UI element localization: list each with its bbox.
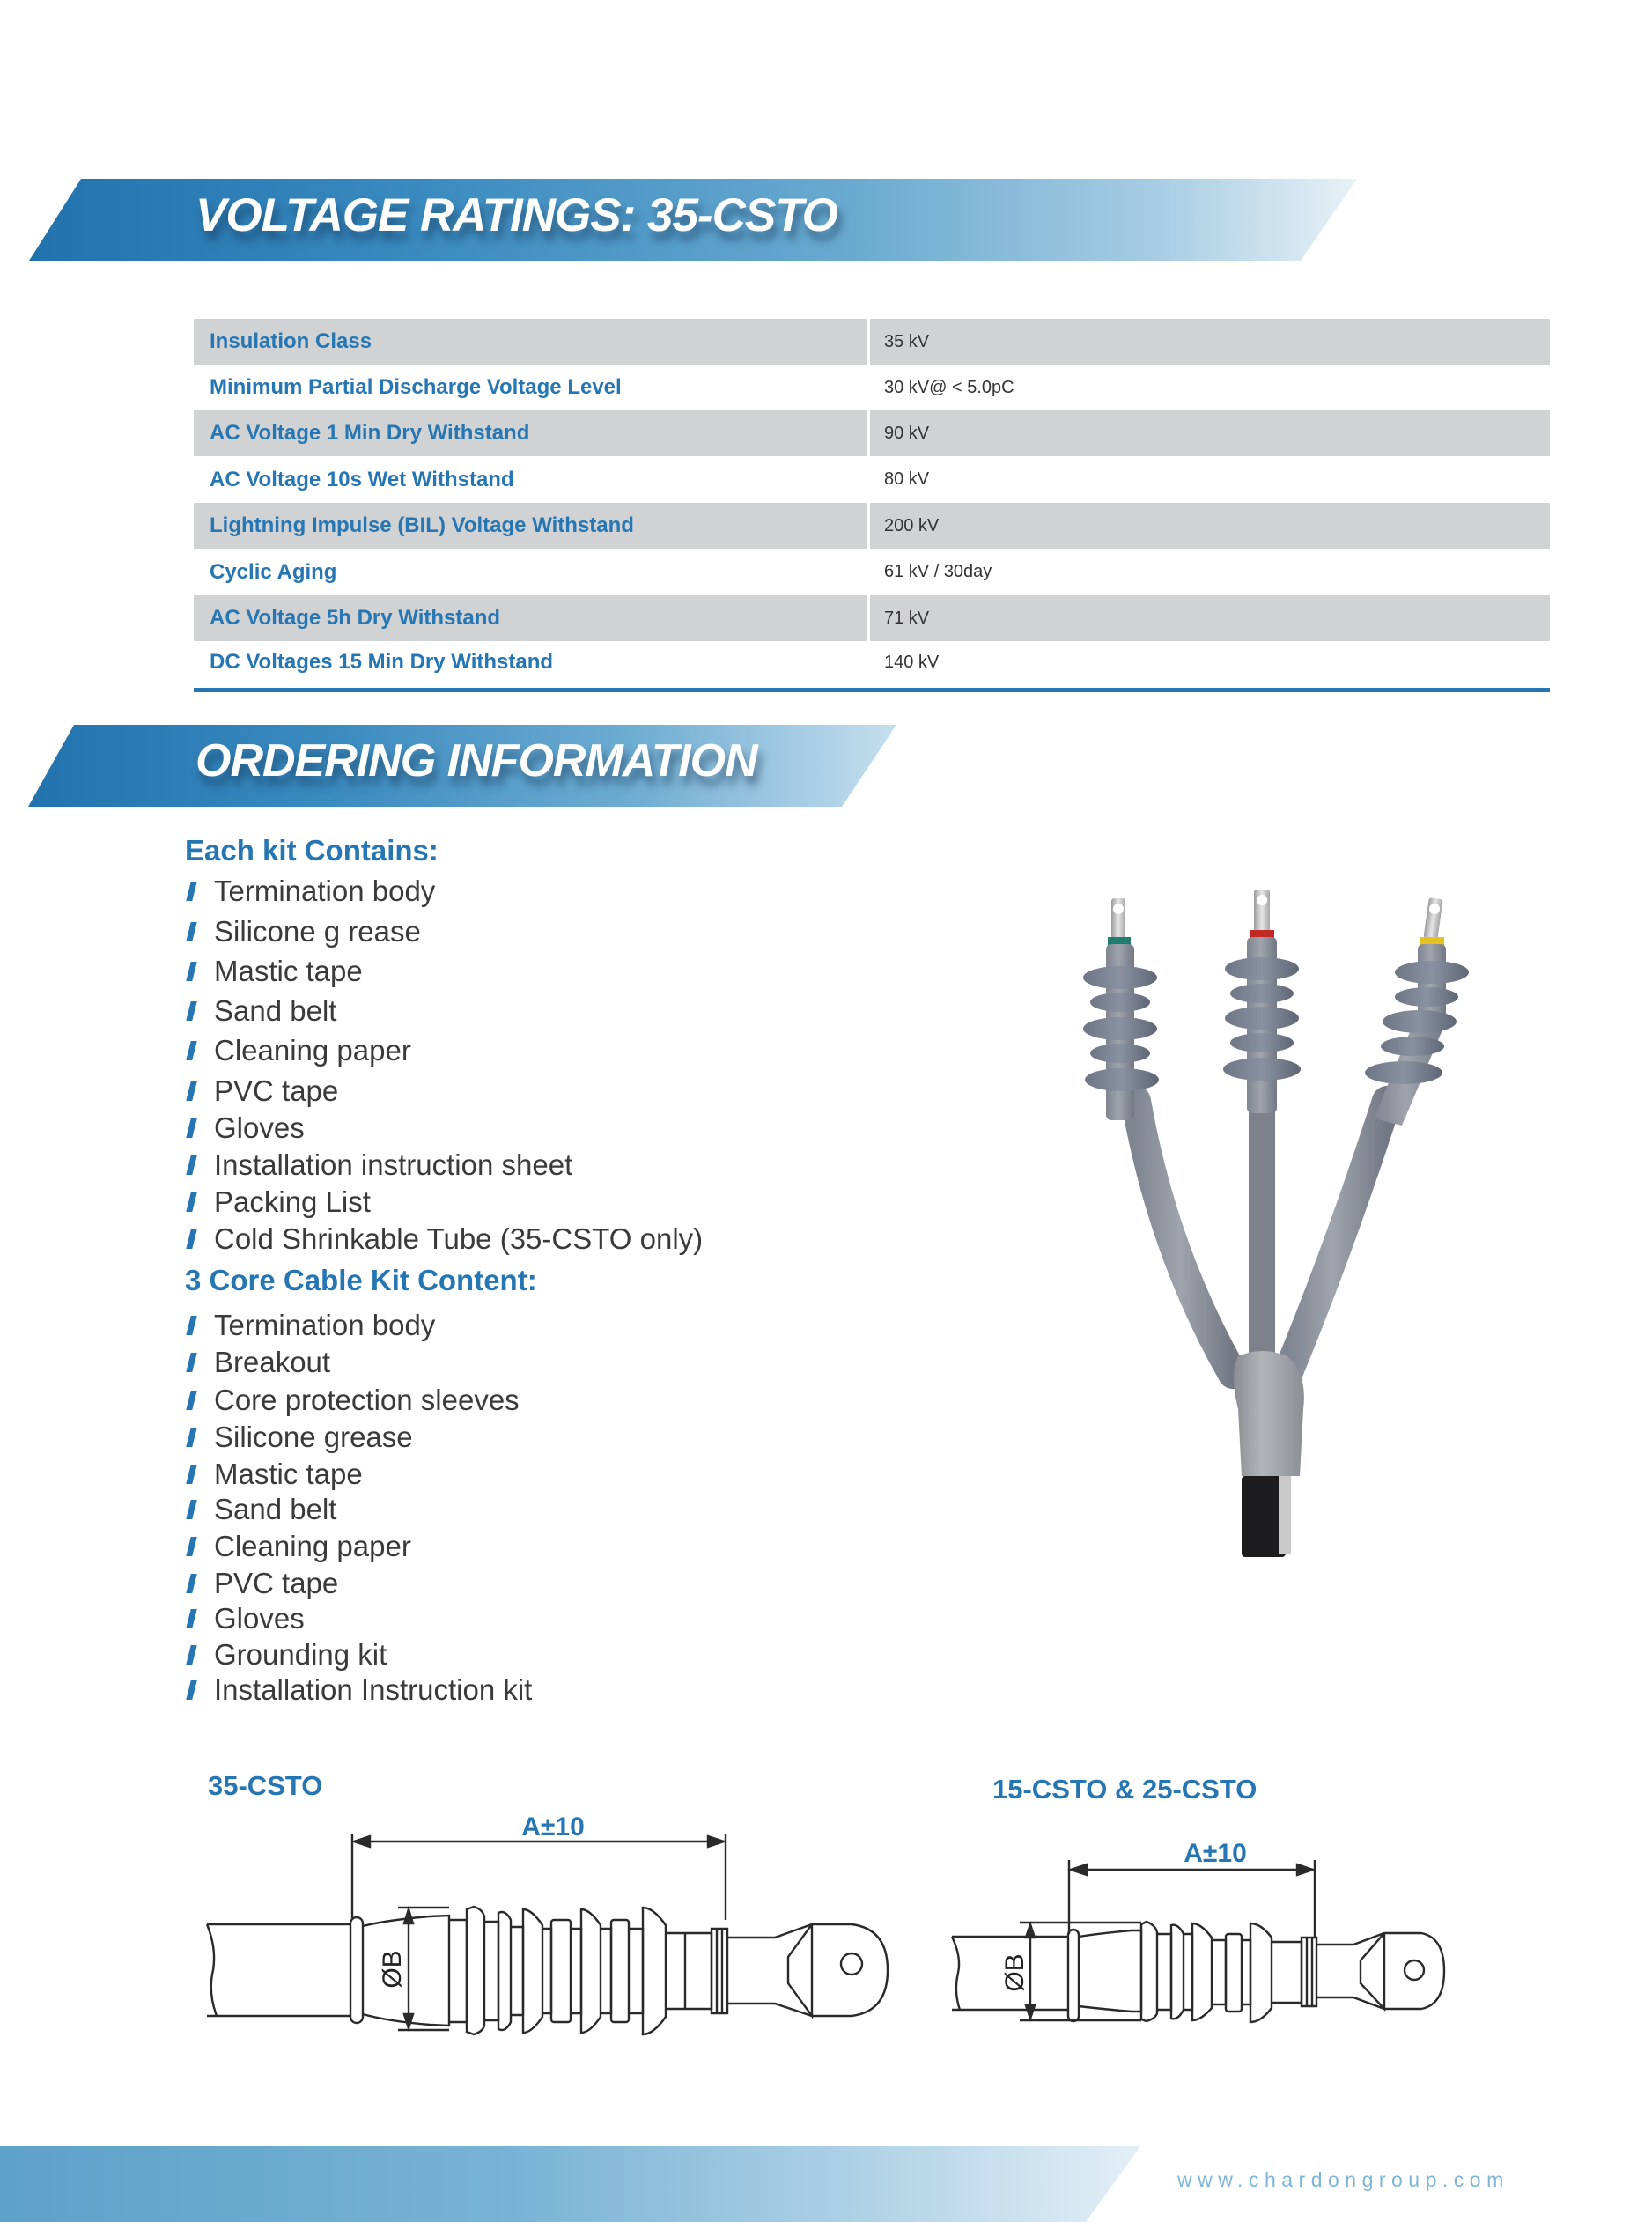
slash-bullet-icon	[186, 1353, 196, 1372]
list-item-text: Core protection sleeves	[214, 1384, 520, 1416]
list-item-text: Gloves	[214, 1602, 305, 1635]
list-item	[185, 993, 336, 1029]
list-item	[185, 1111, 305, 1146]
spec-label: AC Voltage 1 Min Dry Withstand	[194, 410, 870, 456]
slash-bullet-icon	[186, 1316, 196, 1335]
spec-value: 30 kV@ < 5.0pC	[884, 377, 1014, 397]
list-item-text: Breakout	[214, 1346, 331, 1378]
spec-value: 61 kV / 30day	[884, 562, 992, 581]
list-item	[185, 1383, 520, 1418]
table-row	[194, 549, 1550, 595]
slash-bullet-icon	[186, 1428, 196, 1447]
list-item-text: Installation instruction sheet	[214, 1148, 573, 1181]
core-leg-right	[1287, 1101, 1387, 1374]
slash-bullet-icon	[186, 1118, 196, 1138]
spec-label: DC Voltages 15 Min Dry Withstand	[194, 641, 870, 683]
list-item-text: Cold Shrinkable Tube (35-CSTO only)	[214, 1222, 704, 1255]
three-core-contents-heading: 3 Core Cable Kit Content:	[185, 1264, 537, 1296]
list-item-text: Mastic tape	[214, 1458, 363, 1490]
list-item	[185, 1222, 703, 1257]
diagram-15-25-csto-diameter-label: ØB	[1000, 1953, 1029, 1992]
list-item	[185, 914, 421, 949]
slash-bullet-icon	[186, 922, 196, 941]
diagram-15-25-csto	[942, 1858, 1462, 2034]
diagram-35-csto	[194, 1832, 898, 2043]
slash-bullet-icon	[186, 1609, 196, 1628]
list-item-text: Sand belt	[214, 994, 337, 1027]
slash-bullet-icon	[186, 1192, 196, 1212]
list-item	[185, 1345, 330, 1380]
table-row	[194, 503, 1550, 549]
list-item	[185, 1074, 338, 1109]
slash-bullet-icon	[186, 1680, 196, 1700]
list-item-text: Silicone g rease	[214, 915, 421, 948]
spec-value: 80 kV	[884, 469, 930, 489]
list-item-text: PVC tape	[214, 1074, 339, 1107]
list-item	[185, 1529, 411, 1564]
breakout-body	[1234, 1351, 1304, 1476]
list-item-text: Mastic tape	[214, 955, 363, 987]
slash-bullet-icon	[186, 1465, 196, 1484]
table-row	[194, 641, 1550, 687]
spec-label: AC Voltage 10s Wet Withstand	[194, 456, 870, 503]
list-item	[185, 1566, 338, 1601]
slash-bullet-icon	[186, 1081, 196, 1101]
cable-shield	[1279, 1476, 1291, 1554]
spec-value: 140 kV	[884, 652, 940, 672]
voltage-ratings-header	[0, 0, 1652, 282]
list-item	[185, 1601, 305, 1636]
list-item	[185, 1672, 532, 1708]
ordering-information-header	[0, 705, 969, 828]
diagram-35-csto-diameter-label: ØB	[378, 1950, 407, 1989]
list-item	[185, 1420, 413, 1455]
slash-bullet-icon	[186, 1391, 196, 1410]
diagram-35-csto-title: 35-CSTO	[208, 1770, 323, 1801]
slash-bullet-icon	[186, 1645, 196, 1665]
list-item	[185, 1637, 387, 1672]
voltage-ratings-title: VOLTAGE RATINGS: 35-CSTO	[195, 189, 837, 241]
spec-value: 200 kV	[870, 503, 1550, 549]
list-item	[185, 874, 435, 909]
list-item-text: Silicone grease	[214, 1421, 413, 1453]
spec-label: Cyclic Aging	[194, 549, 870, 595]
table-row	[194, 595, 1550, 641]
slash-bullet-icon	[186, 1537, 196, 1556]
table-row	[194, 365, 1550, 410]
slash-bullet-icon	[186, 1229, 196, 1249]
table-row	[194, 456, 1550, 503]
list-item-text: Installation Instruction kit	[214, 1673, 533, 1706]
list-item-text: Cleaning paper	[214, 1530, 411, 1562]
slash-bullet-icon	[186, 882, 196, 901]
list-item-text: Cleaning paper	[214, 1034, 411, 1067]
list-item-text: Grounding kit	[214, 1638, 387, 1671]
list-item-text: Termination body	[214, 875, 436, 907]
spec-value: 71 kV	[870, 595, 1550, 641]
kit-contents-heading: Each kit Contains:	[185, 834, 439, 867]
voltage-ratings-table	[194, 319, 1550, 692]
spec-label: Minimum Partial Discharge Voltage Level	[194, 365, 870, 410]
spec-label: AC Voltage 5h Dry Withstand	[194, 595, 870, 641]
diagram-35-csto-length-label: A±10	[521, 1812, 585, 1842]
slash-bullet-icon	[186, 1574, 196, 1593]
insulator-middle	[1223, 890, 1301, 1113]
list-item-text: Sand belt	[214, 1493, 337, 1525]
table-row	[194, 410, 1550, 456]
slash-bullet-icon	[186, 1041, 196, 1060]
list-item	[185, 1033, 411, 1068]
list-item-text: Gloves	[214, 1111, 305, 1144]
slash-bullet-icon	[186, 1500, 196, 1519]
ordering-information-title: ORDERING INFORMATION	[195, 735, 757, 786]
list-item	[185, 1185, 371, 1220]
list-item	[185, 1492, 336, 1527]
slash-bullet-icon	[186, 1155, 196, 1175]
table-row	[194, 319, 1550, 365]
list-item-text: PVC tape	[214, 1567, 339, 1599]
footer-band	[0, 2146, 1162, 2222]
diagram-15-25-csto-length-label: A±10	[1184, 1839, 1247, 1868]
spec-label: Lightning Impulse (BIL) Voltage Withstand	[194, 503, 870, 549]
spec-value: 35 kV	[870, 319, 1550, 365]
spec-value: 90 kV	[870, 410, 1550, 456]
footer-website-link[interactable]: www.chardongroup.com	[1177, 2168, 1509, 2191]
list-item	[185, 1308, 435, 1343]
list-item-text: Packing List	[214, 1185, 371, 1218]
list-item	[185, 1148, 572, 1183]
table-bottom-rule	[194, 688, 1550, 692]
list-item	[185, 954, 363, 989]
three-core-termination-photo	[1057, 881, 1532, 1576]
spec-label: Insulation Class	[194, 319, 870, 365]
insulator-left	[1083, 898, 1159, 1120]
core-leg-left	[1136, 1101, 1233, 1374]
diagram-15-25-csto-title: 15-CSTO & 25-CSTO	[992, 1774, 1257, 1805]
slash-bullet-icon	[186, 1001, 196, 1021]
list-item-text: Termination body	[214, 1309, 436, 1341]
slash-bullet-icon	[186, 962, 196, 981]
list-item	[185, 1457, 363, 1492]
